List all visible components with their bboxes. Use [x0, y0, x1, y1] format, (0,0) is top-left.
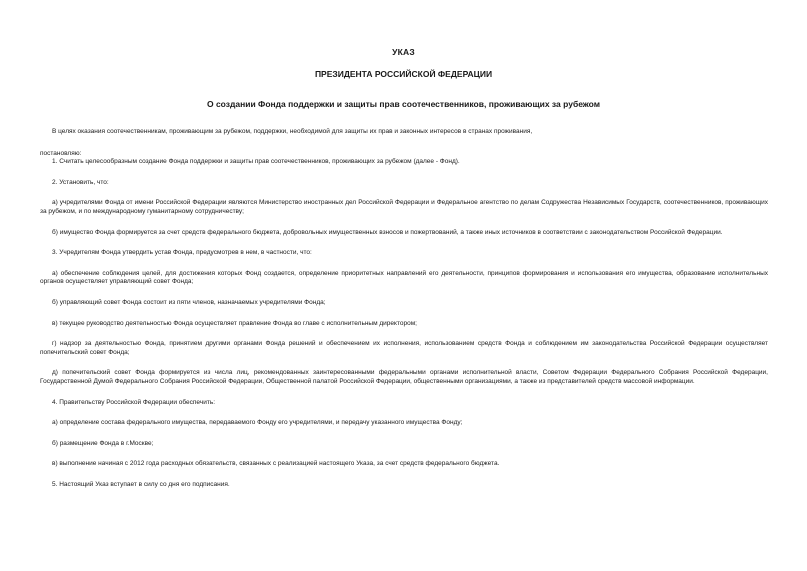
- paragraph-3d: г) надзор за деятельностью Фонда, принятием другими органами Фонда решений и обеспечением их исполнения, использованием средств Фонда и соблюдением им законодательства Российской Федерации осуществляет попечительский совет Фонда;: [40, 340, 768, 356]
- paragraph-4b: б) размещение Фонда в г.Москве;: [52, 439, 154, 447]
- paragraph-4a: а) определение состава федерального имущества, передаваемого Фонду его учредителями, и передачу указанного имущества Фонду;: [52, 419, 463, 427]
- paragraph-3e: д) попечительский совет Фонда формируется из числа лиц, рекомендованных заинтересованными федеральными органами исполнительной власти, Советом Федерации Федерального Собрания Российской Федерации, Государственной Думой Федерального Собрания Российской Федерации, Общественной палатой Российской Федерации, общественными организациями, а также из представителей средств массовой информации.: [40, 369, 768, 385]
- document-title: УКАЗ: [392, 47, 415, 57]
- paragraph-3b: б) управляющий совет Фонда состоит из пяти членов, назначаемых учредителями Фонда;: [52, 298, 326, 306]
- document-body: [40, 128, 768, 489]
- paragraph-3a: а) обеспечение соблюдения целей, для достижения которых Фонд создается, определение приоритетных направлений его деятельности, принципов формирования и использования его имущества, образование исполнительных органов осуществляет управляющий совет Фонда;: [40, 269, 768, 286]
- paragraph-2a: а) учредителями Фонда от имени Российской Федерации являются Министерство иностранных дел Российской Федерации и Федеральное агентство по делам Содружества Независимых Государств, соотечественников, проживающих за рубежом, и по международному гуманитарному сотрудничеству;: [40, 199, 768, 215]
- document-subtitle: О создании Фонда поддержки и защиты прав соотечественников, проживающих за рубежом: [206, 99, 600, 109]
- paragraph-2b: б) имущество Фонда формируется за счет средств федерального бюджета, добровольных имущественных взносов и пожертвований, а также иных источников в соответствии с законодательством Российской Федерации.: [52, 228, 723, 236]
- paragraph-4: 4. Правительству Российской Федерации обеспечить:: [52, 398, 216, 406]
- paragraph-4c: в) выполнение начиная с 2012 года расходных обязательств, связанных с реализацией настоящего Указа, за счет средств федерального бюджета.: [52, 460, 500, 468]
- decree-word: постановляю:: [40, 149, 82, 157]
- paragraph-3c: в) текущее руководство деятельностью Фонда осуществляет правление Фонда во главе с исполнительным директором;: [52, 319, 417, 327]
- paragraph-1: 1. Считать целесообразным создание Фонда поддержки и защиты прав соотечественников, проживающих за рубежом (далее - Фонд).: [52, 158, 460, 166]
- paragraph-5: 5. Настоящий Указ вступает в силу со дня его подписания.: [52, 480, 230, 488]
- document-issuer: ПРЕЗИДЕНТА РОССИЙСКОЙ ФЕДЕРАЦИИ: [314, 69, 493, 79]
- paragraph-2: 2. Установить, что:: [52, 178, 109, 186]
- preamble-paragraph: В целях оказания соотечественникам, проживающим за рубежом, поддержки, необходимой для защиты их прав и законных интересов в странах проживания,: [52, 128, 533, 135]
- paragraph-3: 3. Учредителям Фонда утвердить устав Фонда, предусмотрев в нем, в частности, что:: [52, 249, 312, 257]
